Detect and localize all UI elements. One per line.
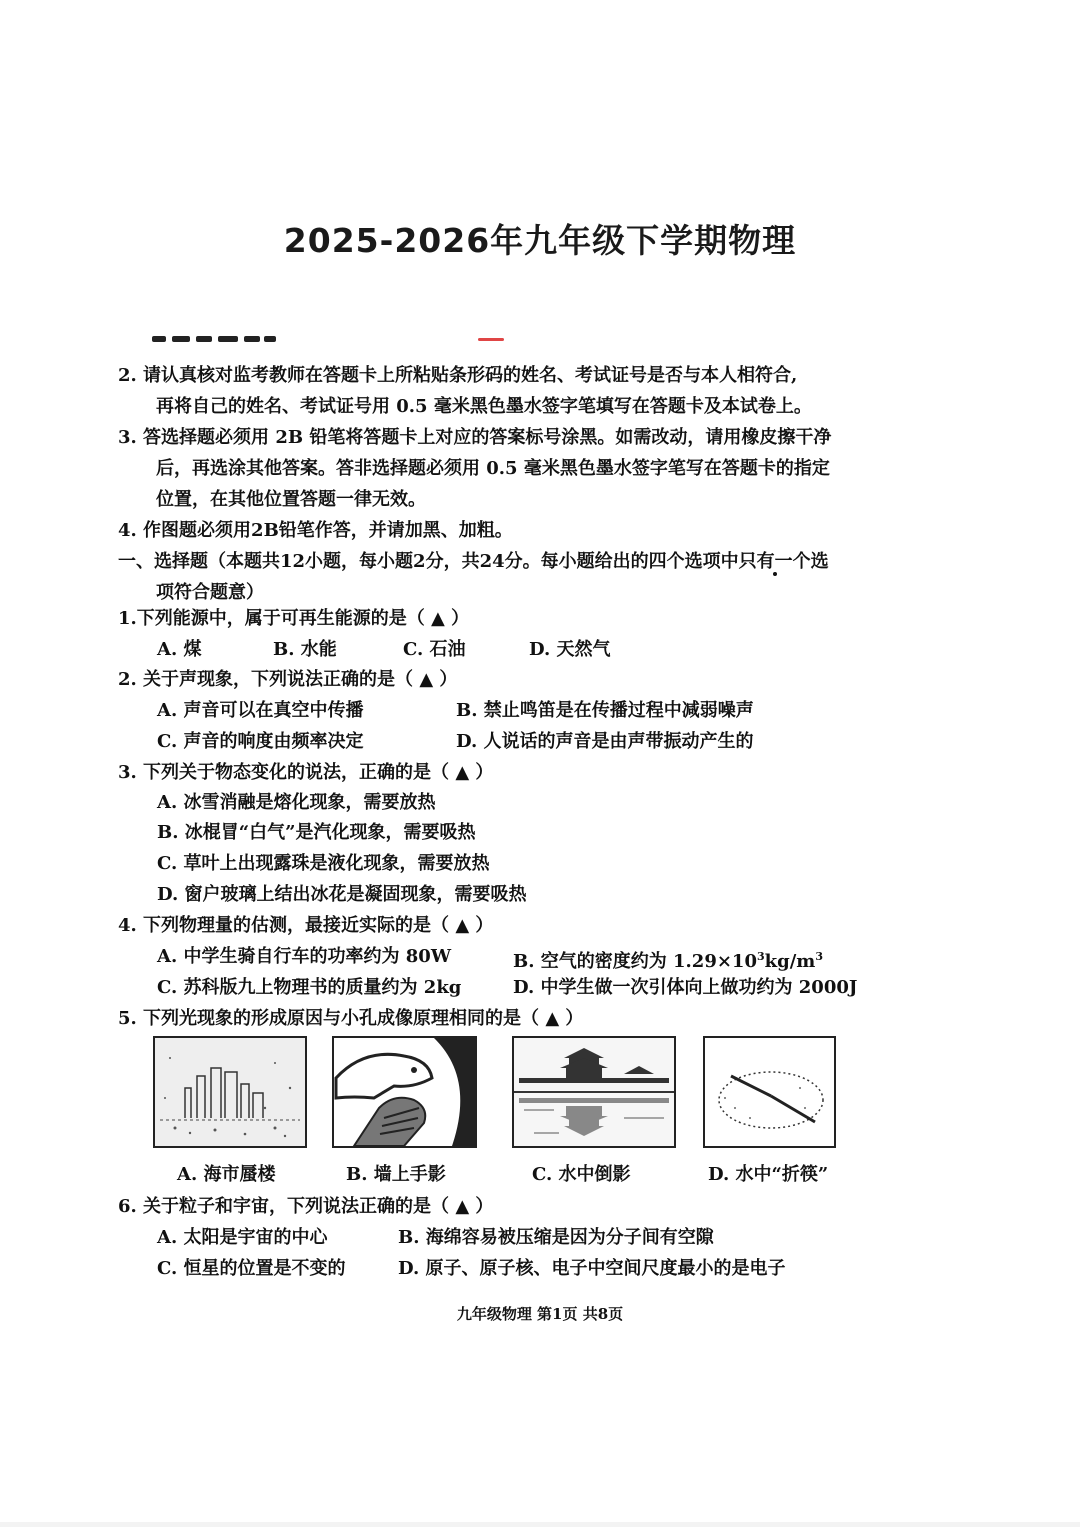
question-4-option-b <box>513 945 823 974</box>
unit: kg/m <box>764 951 816 972</box>
notice-4: 4. 作图题必须用2B铅笔作答，并请加黑、加粗。 <box>118 520 513 541</box>
notice-3-line-3: 位置，在其他位置答题一律无效。 <box>156 489 426 510</box>
page-footer: 九年级物理 第1页 共8页 <box>456 1305 624 1323</box>
section-heading-prefix: 一、选择题（本题共12小题，每小题2分，共24分。每小题给出的四个选项中 <box>118 551 739 572</box>
question-2-option-a: A. 声音可以在真空中传播 <box>157 700 364 721</box>
question-1-stem: 1.下列能源中，属于可再生能源的是（ ▲ ） <box>118 608 470 629</box>
question-4-option-d: D. 中学生做一次引体向上做功约为 2000J <box>513 977 858 998</box>
notice-3-line-2: 后，再选涂其他答案。答非选择题必须用 0.5 毫米黑色墨水签字笔写在答题卡的指定 <box>156 458 830 479</box>
notice-2-line-2: 再将自己的姓名、考试证号用 0.5 毫米黑色墨水签字笔填写在答题卡及本试卷上。 <box>156 396 812 417</box>
question-3-option-d: D. 窗户玻璃上结出冰花是凝固现象，需要吸热 <box>157 884 527 905</box>
water-reflection-picture <box>512 1036 676 1148</box>
cropped-text-fragment <box>150 334 280 344</box>
emphasis-text: 只有一个 <box>738 551 811 572</box>
question-6-stem: 6. 关于粒子和宇宙，下列说法正确的是（ ▲ ） <box>118 1196 494 1217</box>
page-bottom-edge <box>0 1522 1080 1527</box>
question-5-stem: 5. 下列光现象的形成原因与小孔成像原理相同的是（ ▲ ） <box>118 1008 584 1029</box>
question-2-option-d: D. 人说话的声音是由声带振动产生的 <box>456 731 754 752</box>
picture-d-caption: D. 水中“折筷” <box>708 1164 829 1185</box>
unit-exponent: 3 <box>815 950 823 963</box>
bent-chopsticks-picture <box>703 1036 836 1148</box>
picture-a-caption: A. 海市蜃楼 <box>177 1164 276 1185</box>
question-1-option-d: D. 天然气 <box>529 639 611 660</box>
section-heading-emphasis <box>739 551 811 572</box>
question-1-option-b: B. 水能 <box>273 639 337 660</box>
red-pen-mark <box>478 338 504 341</box>
question-2-option-b: B. 禁止鸣笛是在传播过程中减弱噪声 <box>456 700 754 721</box>
mirage-picture <box>153 1036 307 1148</box>
picture-c-caption: C. 水中倒影 <box>532 1164 631 1185</box>
question-1-option-c: C. 石油 <box>403 639 466 660</box>
question-4-stem: 4. 下列物理量的估测，最接近实际的是（ ▲ ） <box>118 915 494 936</box>
question-4-option-c: C. 苏科版九上物理书的质量约为 2kg <box>157 977 462 998</box>
question-6-option-b: B. 海绵容易被压缩是因为分子间有空隙 <box>398 1227 714 1248</box>
question-1-option-a: A. 煤 <box>157 639 202 660</box>
hand-shadow-picture <box>332 1036 477 1148</box>
section-heading-suffix: 选 <box>810 551 829 572</box>
question-3-option-b: B. 冰棍冒“白气”是汽化现象，需要吸热 <box>157 822 476 843</box>
question-3-option-c: C. 草叶上出现露珠是液化现象，需要放热 <box>157 853 490 874</box>
question-3-option-a: A. 冰雪消融是熔化现象，需要放热 <box>157 792 436 813</box>
question-2-option-c: C. 声音的响度由频率决定 <box>157 731 364 752</box>
option-b-text: B. 空气的密度约为 1.29×10 <box>513 951 757 972</box>
exponent: 3 <box>756 950 765 963</box>
section-heading-line-1 <box>118 550 829 574</box>
section-heading-line-2: 项符合题意） <box>156 582 264 603</box>
question-6-option-d: D. 原子、原子核、电子中空间尺度最小的是电子 <box>398 1258 786 1279</box>
question-4-option-a: A. 中学生骑自行车的功率约为 80W <box>157 946 452 967</box>
question-6-option-c: C. 恒星的位置是不变的 <box>157 1258 346 1279</box>
page-title: 2025-2026年九年级下学期物理 <box>283 221 797 260</box>
question-3-stem: 3. 下列关于物态变化的说法，正确的是（ ▲ ） <box>118 762 494 783</box>
picture-b-caption: B. 墙上手影 <box>346 1164 446 1185</box>
question-2-stem: 2. 关于声现象，下列说法正确的是（ ▲ ） <box>118 669 458 690</box>
notice-2-line-1: 2. 请认真核对监考教师在答题卡上所粘贴条形码的姓名、考试证号是否与本人相符合, <box>118 365 798 386</box>
question-6-option-a: A. 太阳是宇宙的中心 <box>157 1227 328 1248</box>
notice-3-line-1: 3. 答选择题必须用 2B 铅笔将答题卡上对应的答案标号涂黑。如需改动，请用橡皮擦干净 <box>118 427 832 448</box>
